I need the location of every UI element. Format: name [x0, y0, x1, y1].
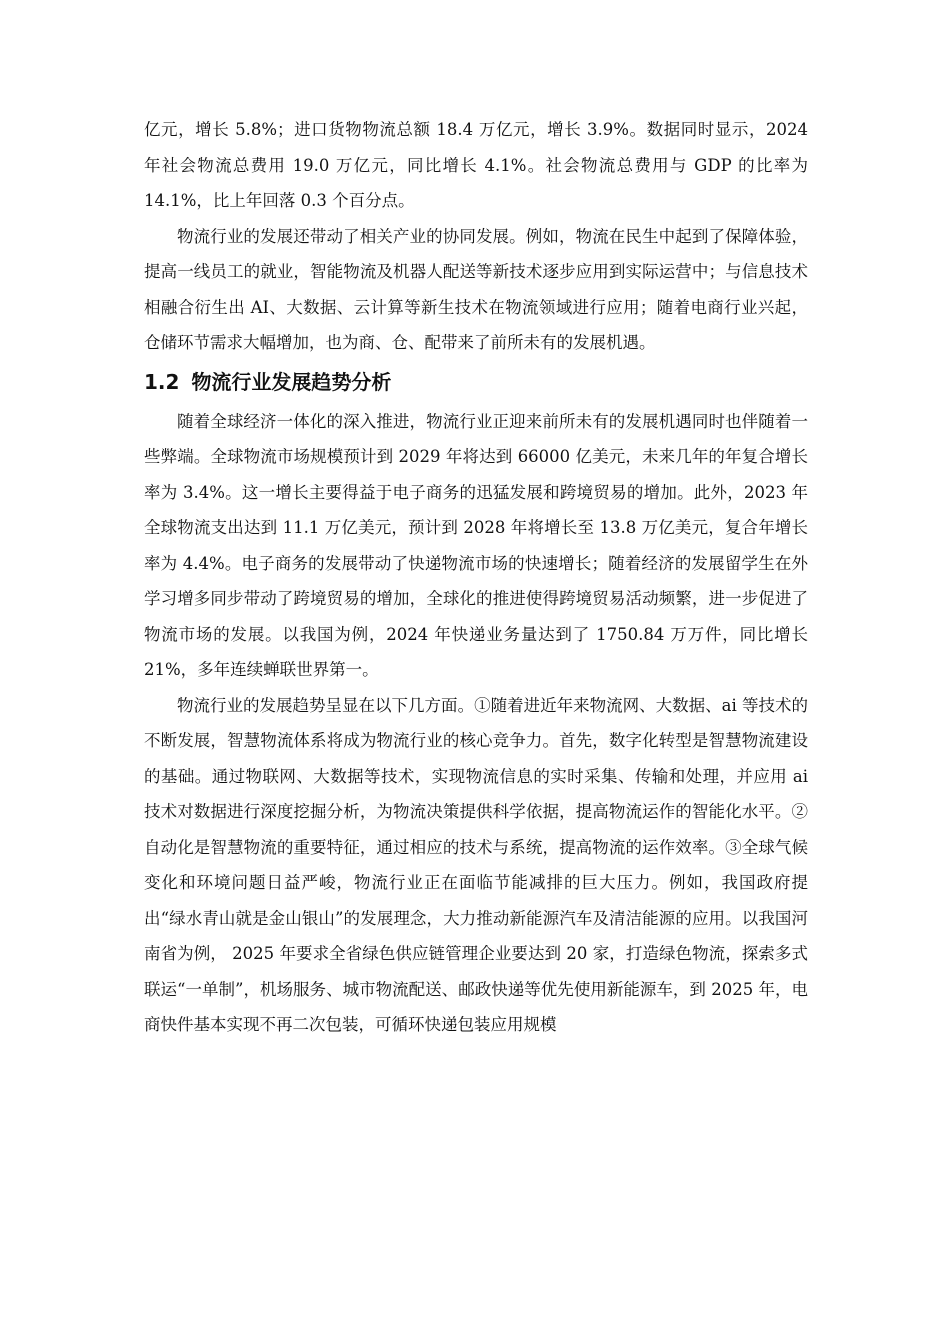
section-title: 物流行业发展趋势分析 [191, 369, 392, 394]
paragraph-trends: 物流行业的发展趋势呈显在以下几方面。①随着进近年来物流网、大数据、ai 等技术的不断发展，智慧物流体系将成为物流行业的核心竞争力。首先，数字化转型是智慧物流建设的基础。通过物联网、大数据等技术，实现物流信息的实时采集、传输和处理，并应用 ai 技术对数据进行深度挖掘分析，为物流决策提供科学依据，提高物流运作的智能化水平。②自动化是智慧物流的重要特征，通过相应的技术与系统，提高物流的运作效率。③全球气候变化和环境问题日益严峻，物流行业正在面临节能减排的巨大压力。例如，我国政府提出“绿水青山就是金山银山”的发展理念，大力推动新能源汽车及清洁能源的应用。以我国河南省为例， 2025 年要求全省绿色供应链管理企业要达到 20 家，打造绿色物流，探索多式联运“一单制”，机场服务、城市物流配送、邮政快递等优先使用新能源车，到 2025 年，电商快件基本实现不再二次包装，可循环快递包装应用规模 [144, 695, 808, 1034]
document-body [144, 112, 808, 1043]
section-number: 1.2 [144, 369, 180, 394]
section-heading [144, 362, 808, 402]
paragraph-global-market: 随着全球经济一体化的深入推进，物流行业正迎来前所未有的发展机遇同时也伴随着一些弊端。全球物流市场规模预计到 2029 年将达到 66000 亿美元，未来几年的年复合增长率为 3.4%。这一增长主要得益于电子商务的迅猛发展和跨境贸易的增加。此外，2023 年全球物流支出达到 11.1 万亿美元，预计到 2028 年将增长至 13.8 万亿美元，复合年增长率为 4.4%。电子商务的发展带动了快递物流市场的快速增长；随着经济的发展留学生在外学习增多同步带动了跨境贸易的增加，全球化的推进使得跨境贸易活动频繁，进一步促进了物流市场的发展。以我国为例，2024 年快递业务量达到了 1750.84 万万件，同比增长 21%，多年连续蝉联世界第一。 [144, 411, 808, 679]
paragraph-industry-synergy: 物流行业的发展还带动了相关产业的协同发展。例如，物流在民生中起到了保障体验，提高一线员工的就业，智能物流及机器人配送等新技术逐步应用到实际运营中；与信息技术相融合衍生出 AI、大数据、云计算等新生技术在物流领域进行应用；随着电商行业兴起，仓储环节需求大幅增加，也为商、仓、配带来了前所未有的发展机遇。 [144, 226, 808, 352]
paragraph-continued: 亿元，增长 5.8%；进口货物物流总额 18.4 万亿元，增长 3.9%。数据同时显示，2024 年社会物流总费用 19.0 万亿元，同比增长 4.1%。社会物流总费用与 GDP 的比率为 14.1%，比上年回落 0.3 个百分点。 [144, 120, 808, 210]
